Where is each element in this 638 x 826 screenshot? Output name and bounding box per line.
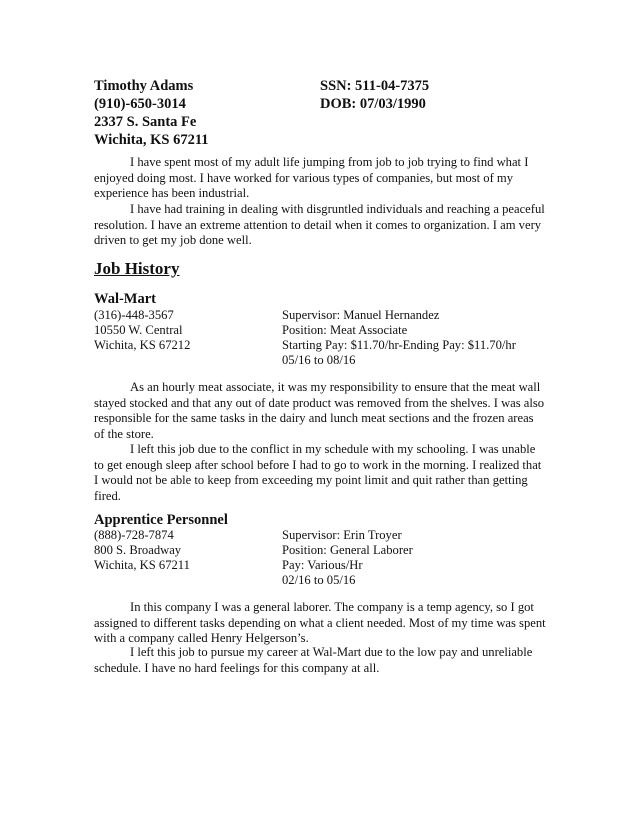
job-phone: (316)-448-3567 bbox=[94, 308, 174, 322]
intro-paragraph-2: I have had training in dealing with disgruntled individuals and reaching a peaceful resolution. I have an extreme attention to detail when it comes to organization. I am very driven to get my job done well. bbox=[94, 202, 545, 248]
job-company: Apprentice Personnel bbox=[94, 512, 228, 528]
job-history-heading: Job History bbox=[94, 259, 180, 278]
job-description-1: In this company I was a general laborer. The company is a temp agency, so I got assigned to different tasks depending on what a client needed. Most of my time was spent with a company called Henry Helgerson’s. bbox=[94, 600, 546, 646]
applicant-phone: (910)-650-3014 bbox=[94, 96, 186, 112]
applicant-city: Wichita, KS 67211 bbox=[94, 132, 209, 148]
job-description-2: I left this job to pursue my career at Wal-Mart due to the low pay and unreliable schedule. I have no hard feelings for this company at all. bbox=[94, 645, 533, 675]
job-supervisor: Supervisor: Erin Troyer bbox=[282, 528, 402, 542]
job-supervisor: Supervisor: Manuel Hernandez bbox=[282, 308, 440, 322]
intro-paragraph-1: I have spent most of my adult life jumping from job to job trying to find what I enjoyed doing most. I have worked for various types of companies, but most of my experience has been industrial. bbox=[94, 155, 529, 201]
job-position: Position: Meat Associate bbox=[282, 323, 408, 337]
job-pay: Pay: Various/Hr bbox=[282, 558, 363, 572]
job-phone: (888)-728-7874 bbox=[94, 528, 174, 542]
job-street: 10550 W. Central bbox=[94, 323, 183, 337]
job-description-2: I left this job due to the conflict in my schedule with my schooling. I was unable to get enough sleep after school before I had to go to work in the morning. I realized that I would not be able to keep from exceeding my point limit and quit rather than getting fired. bbox=[94, 442, 542, 503]
job-pay: Starting Pay: $11.70/hr-Ending Pay: $11.70/hr bbox=[282, 338, 516, 352]
job-company: Wal-Mart bbox=[94, 291, 157, 307]
job-dates: 05/16 to 08/16 bbox=[282, 353, 356, 367]
applicant-dob: DOB: 07/03/1990 bbox=[320, 96, 426, 112]
job-city: Wichita, KS 67211 bbox=[94, 558, 190, 572]
applicant-ssn: SSN: 511-04-7375 bbox=[320, 78, 430, 94]
job-city: Wichita, KS 67212 bbox=[94, 338, 191, 352]
job-street: 800 S. Broadway bbox=[94, 543, 182, 557]
applicant-name: Timothy Adams bbox=[94, 78, 194, 94]
applicant-street: 2337 S. Santa Fe bbox=[94, 114, 197, 130]
job-description-1: As an hourly meat associate, it was my responsibility to ensure that the meat wall stayed stocked and that any out of date product was removed from the shelves. I was also responsible for the same tasks in the dairy and lunch meat sections and the frozen areas of the store. bbox=[94, 380, 545, 441]
job-dates: 02/16 to 05/16 bbox=[282, 573, 356, 587]
job-position: Position: General Laborer bbox=[282, 543, 413, 557]
